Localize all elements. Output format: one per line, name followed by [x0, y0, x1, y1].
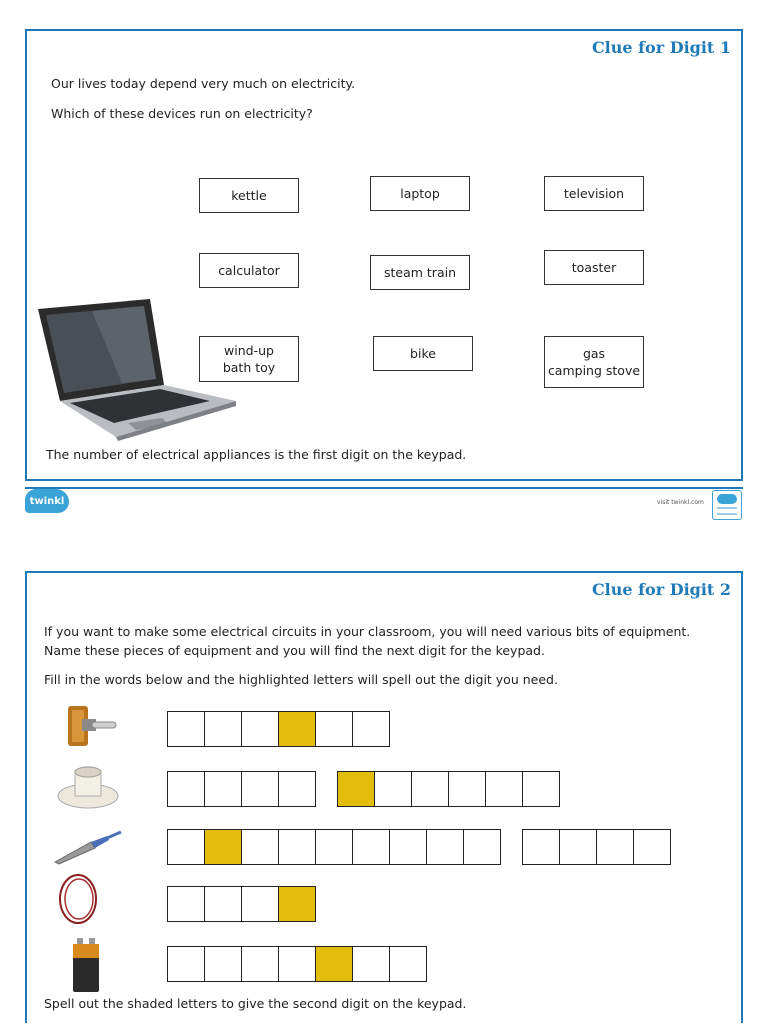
- clue-card-digit-2: [25, 571, 743, 1023]
- device-card[interactable]: calculator: [199, 253, 299, 288]
- intro-text: Name these pieces of equipment and you will find the next digit for the keypad.: [44, 643, 545, 658]
- letter-box[interactable]: [485, 771, 523, 807]
- word-row: [167, 829, 670, 865]
- letter-box[interactable]: [389, 829, 427, 865]
- instruction-text: Spell out the shaded letters to give the second digit on the keypad.: [44, 996, 467, 1011]
- letter-box[interactable]: [278, 771, 316, 807]
- clue-card-digit-1: [25, 29, 743, 481]
- letter-box[interactable]: [241, 886, 279, 922]
- device-card[interactable]: toaster: [544, 250, 644, 285]
- device-card[interactable]: kettle: [199, 178, 299, 213]
- letter-box[interactable]: [278, 829, 316, 865]
- highlighted-letter-box[interactable]: [337, 771, 375, 807]
- letter-box[interactable]: [204, 771, 242, 807]
- letter-box[interactable]: [352, 711, 390, 747]
- device-card[interactable]: steam train: [370, 255, 470, 290]
- letter-box[interactable]: [167, 771, 205, 807]
- instruction-text: Fill in the words below and the highlighted letters will spell out the digit you need.: [44, 672, 558, 687]
- letter-box[interactable]: [278, 946, 316, 982]
- letter-box[interactable]: [559, 829, 597, 865]
- highlighted-letter-box[interactable]: [278, 711, 316, 747]
- badge-emblem: [717, 494, 737, 504]
- highlighted-letter-box[interactable]: [278, 886, 316, 922]
- letter-box[interactable]: [204, 711, 242, 747]
- bulb-holder-picture: [55, 764, 121, 810]
- visit-link[interactable]: visit twinkl.com: [657, 499, 704, 506]
- device-card[interactable]: gas camping stove: [544, 336, 644, 388]
- letter-box[interactable]: [167, 886, 205, 922]
- letter-box[interactable]: [204, 946, 242, 982]
- letter-box[interactable]: [522, 771, 560, 807]
- device-card[interactable]: laptop: [370, 176, 470, 211]
- highlighted-letter-box[interactable]: [315, 946, 353, 982]
- intro-text: Our lives today depend very much on electricity.: [51, 76, 356, 91]
- letter-box[interactable]: [241, 946, 279, 982]
- laptop-picture: [32, 297, 238, 441]
- crocodile-clip-picture: [51, 828, 123, 868]
- letter-box[interactable]: [374, 771, 412, 807]
- device-card[interactable]: wind-up bath toy: [199, 336, 299, 382]
- letter-box[interactable]: [411, 771, 449, 807]
- word-row: [167, 946, 426, 982]
- instruction-text: The number of electrical appliances is the first digit on the keypad.: [46, 447, 467, 462]
- device-card[interactable]: television: [544, 176, 644, 211]
- letter-box[interactable]: [167, 946, 205, 982]
- letter-box[interactable]: [315, 711, 353, 747]
- letter-box[interactable]: [426, 829, 464, 865]
- badge-lines: [717, 507, 737, 515]
- word-row: [167, 886, 315, 922]
- letter-box[interactable]: [463, 829, 501, 865]
- intro-text: If you want to make some electrical circuits in your classroom, you will need various bits of equipment.: [44, 624, 691, 639]
- letter-box[interactable]: [596, 829, 634, 865]
- switch-picture: [62, 704, 118, 750]
- letter-box[interactable]: [241, 829, 279, 865]
- letter-box[interactable]: [167, 711, 205, 747]
- quality-badge-icon: [712, 490, 742, 520]
- highlighted-letter-box[interactable]: [204, 829, 242, 865]
- twinkl-logo: twinkl: [25, 489, 69, 513]
- letter-box[interactable]: [204, 886, 242, 922]
- letter-box[interactable]: [633, 829, 671, 865]
- word-row: [167, 771, 559, 807]
- battery-picture: [69, 936, 103, 994]
- letter-box[interactable]: [167, 829, 205, 865]
- word-row: [167, 711, 389, 747]
- clue-title: Clue for Digit 1: [591, 38, 731, 57]
- letter-box[interactable]: [352, 829, 390, 865]
- letter-box[interactable]: [241, 771, 279, 807]
- letter-box[interactable]: [352, 946, 390, 982]
- question-text: Which of these devices run on electricity?: [51, 106, 313, 121]
- letter-box[interactable]: [522, 829, 560, 865]
- footer-divider: [25, 487, 743, 489]
- letter-box[interactable]: [448, 771, 486, 807]
- letter-box[interactable]: [389, 946, 427, 982]
- letter-box[interactable]: [315, 829, 353, 865]
- letter-box[interactable]: [241, 711, 279, 747]
- device-card[interactable]: bike: [373, 336, 473, 371]
- word-gap: [500, 829, 522, 865]
- wire-picture: [55, 869, 101, 927]
- word-gap: [315, 771, 337, 807]
- clue-title: Clue for Digit 2: [591, 580, 731, 599]
